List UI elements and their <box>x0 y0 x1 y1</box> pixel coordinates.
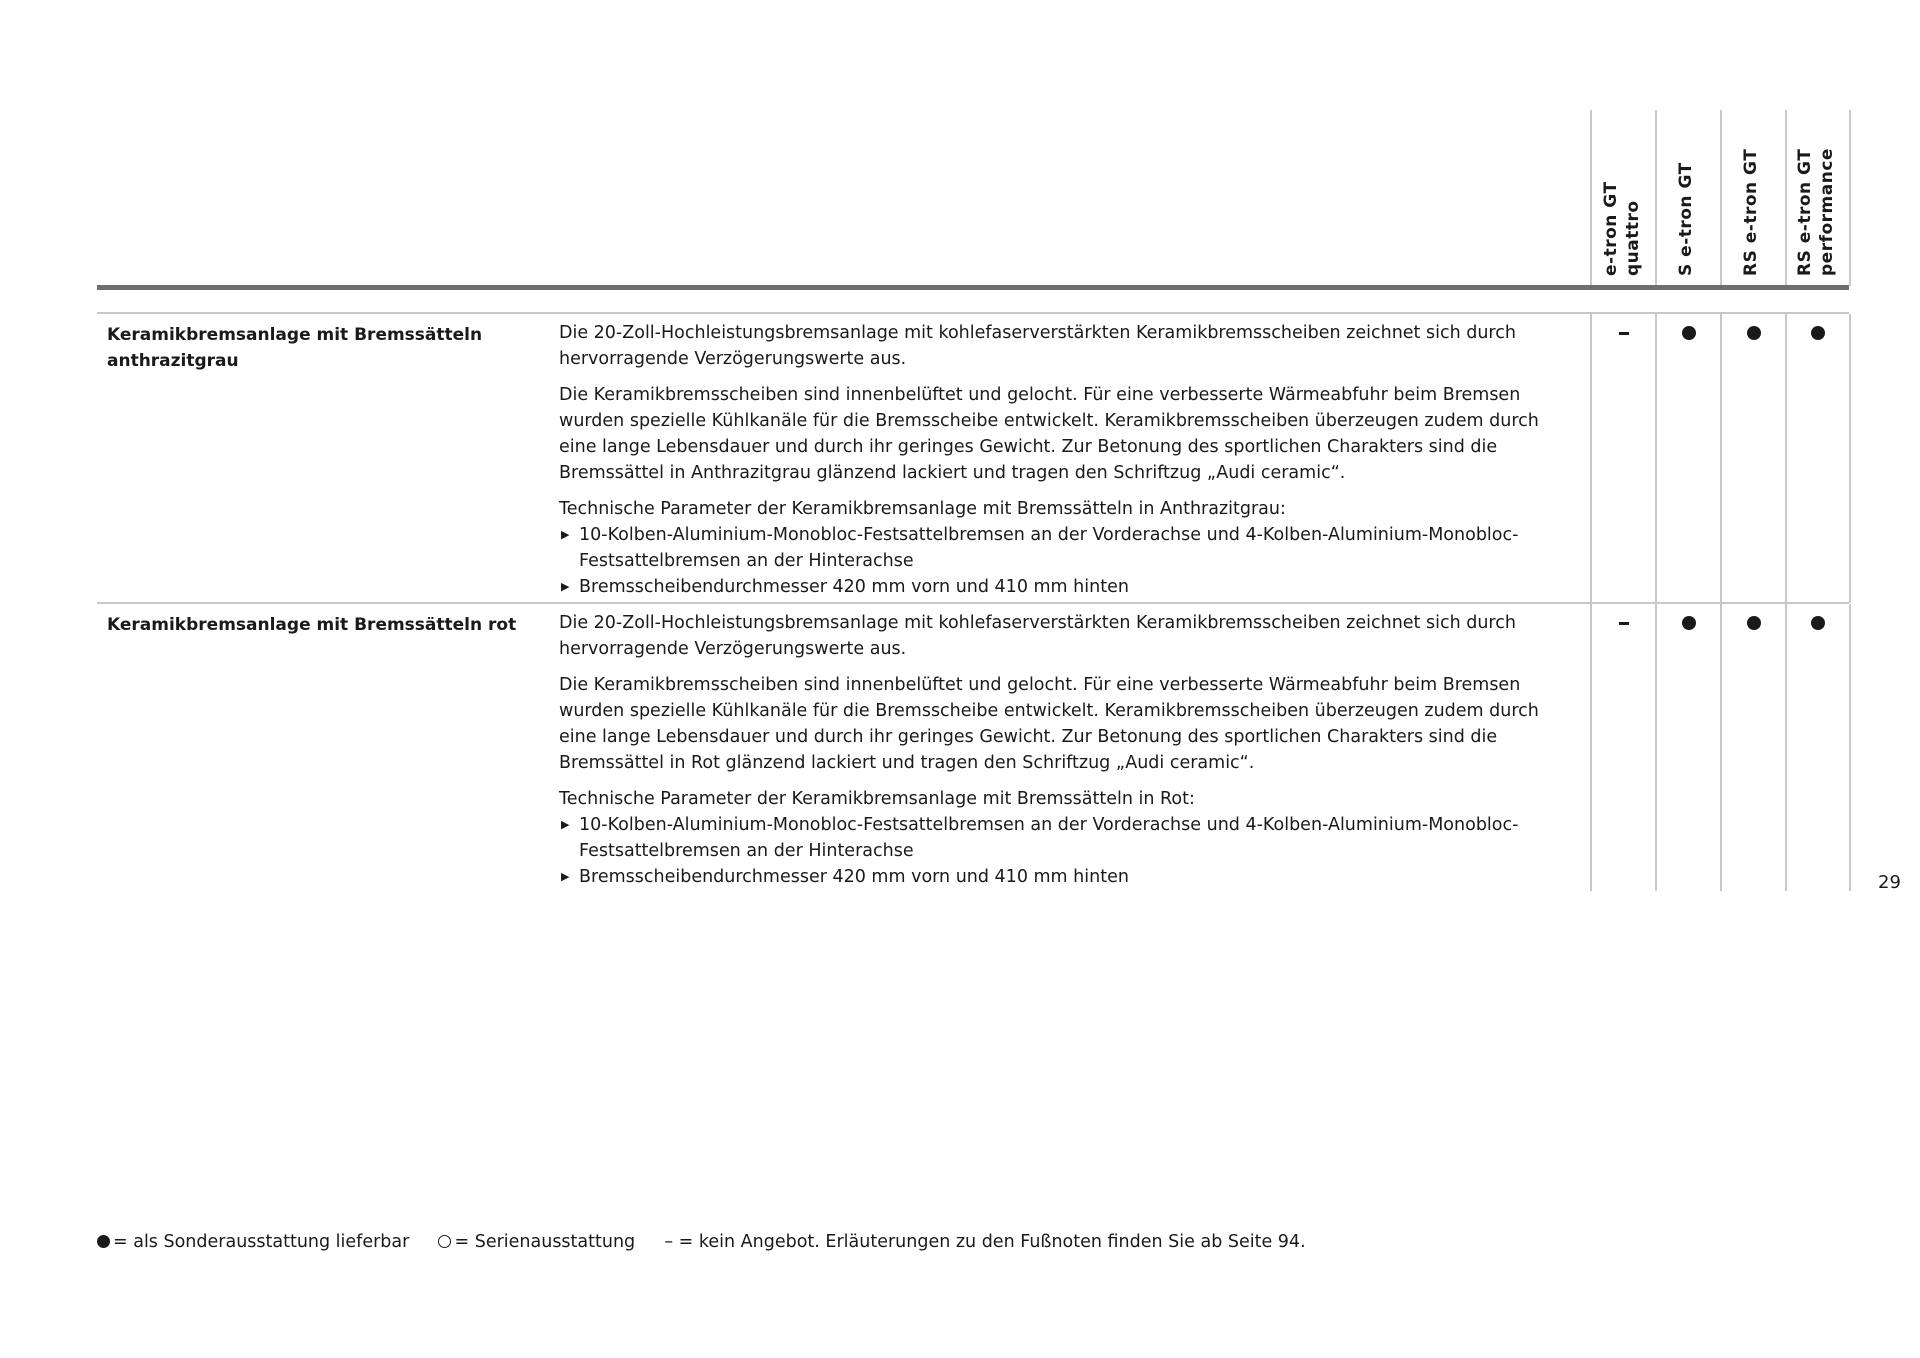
not-available-icon: – <box>664 1232 674 1252</box>
spec-item: ▶ 10-Kolben-Aluminium-Monobloc-Festsattelbremsen an der Vorderachse und 4-Kolben-Aluminium-Monobloc-Festsattelbremsen an der Hinterachse <box>559 522 1579 574</box>
description-paragraph: Die 20-Zoll-Hochleistungsbremsanlage mit kohlefaserverstärkten Keramikbremsscheiben zeichnet sich durch hervorragende Verzögerungswerte aus. <box>559 613 1516 659</box>
availability-cell <box>1720 604 1785 891</box>
optional-equipment-icon <box>1682 326 1696 340</box>
row-description <box>559 320 1579 600</box>
not-available-icon <box>1619 622 1629 625</box>
description-paragraph: Technische Parameter der Keramikbremsanlage mit Bremssätteln in Rot: <box>559 789 1195 809</box>
description-paragraph: Die 20-Zoll-Hochleistungsbremsanlage mit kohlefaserverstärkten Keramikbremsscheiben zeichnet sich durch hervorragende Verzögerungswerte aus. <box>559 323 1516 369</box>
column-header-rs-etron-gt-performance <box>1785 110 1851 286</box>
not-available-icon <box>1619 332 1629 335</box>
spec-item: ▶ Bremsscheibendurchmesser 420 mm vorn und 410 mm hinten <box>559 864 1579 890</box>
availability-cell <box>1590 314 1655 603</box>
availability-cell <box>1720 314 1785 603</box>
row-title: Keramikbremsanlage mit Bremssätteln rot <box>107 615 517 635</box>
column-header-rs-etron-gt <box>1720 110 1785 286</box>
availability-cell <box>1655 314 1720 603</box>
spec-list <box>559 522 1579 600</box>
bullet-arrow-icon: ▶ <box>561 580 570 593</box>
legend-footer <box>97 1230 1306 1254</box>
description-paragraph: Die Keramikbremsscheiben sind innenbelüftet und gelocht. Für eine verbesserte Wärmeabfuhr beim Bremsen wurden spezielle Kühlkanäle für die Bremsscheibe entwickelt. Keramikbremsscheiben überzeugen zudem durch eine lange Lebensdauer und durch ihr geringes Gewicht. Zur Betonung des sportlichen Charakters sind die Bremssättel in Anthrazitgrau glänzend lackiert und tragen den Schriftzug „Audi ceramic“. <box>559 385 1539 483</box>
availability-cell <box>1590 604 1655 891</box>
standard-equipment-icon <box>438 1235 451 1248</box>
header-divider <box>97 285 1849 290</box>
column-header-label: RS e-tron GT performance <box>1795 148 1837 276</box>
row-description <box>559 610 1579 890</box>
column-header-label: RS e-tron GT <box>1740 148 1761 276</box>
page-number: 29 <box>1878 872 1901 893</box>
spec-item: ▶ 10-Kolben-Aluminium-Monobloc-Festsattelbremsen an der Vorderachse und 4-Kolben-Aluminium-Monobloc-Festsattelbremsen an der Hinterachse <box>559 812 1579 864</box>
table-row <box>97 602 1849 891</box>
column-header-label: e-tron GT quattro <box>1600 181 1643 276</box>
availability-cell <box>1655 604 1720 891</box>
description-paragraph: Technische Parameter der Keramikbremsanlage mit Bremssätteln in Anthrazitgrau: <box>559 499 1286 519</box>
availability-cell <box>1785 314 1851 603</box>
optional-equipment-icon <box>1682 616 1696 630</box>
optional-equipment-icon <box>1747 326 1761 340</box>
column-header-etron-gt-quattro <box>1590 110 1655 286</box>
bullet-arrow-icon: ▶ <box>561 870 570 883</box>
availability-cell <box>1785 604 1851 891</box>
column-header-label: S e-tron GT <box>1675 162 1696 276</box>
legend-standard: = Serienausstattung <box>454 1232 636 1252</box>
bullet-arrow-icon: ▶ <box>561 528 570 541</box>
legend-optional: = als Sonderausstattung lieferbar <box>113 1232 410 1252</box>
bullet-arrow-icon: ▶ <box>561 818 570 831</box>
optional-equipment-icon <box>97 1235 110 1248</box>
optional-equipment-icon <box>1747 616 1761 630</box>
optional-equipment-icon <box>1811 616 1825 630</box>
column-header-s-etron-gt <box>1655 110 1720 286</box>
row-title: Keramikbremsanlage mit Bremssätteln anthrazitgrau <box>107 325 483 371</box>
spec-list <box>559 812 1579 890</box>
spec-item: ▶ Bremsscheibendurchmesser 420 mm vorn und 410 mm hinten <box>559 574 1579 600</box>
legend-none: = kein Angebot. Erläuterungen zu den Fußnoten finden Sie ab Seite 94. <box>678 1232 1306 1252</box>
optional-equipment-icon <box>1811 326 1825 340</box>
description-paragraph: Die Keramikbremsscheiben sind innenbelüftet und gelocht. Für eine verbesserte Wärmeabfuhr beim Bremsen wurden spezielle Kühlkanäle für die Bremsscheibe entwickelt. Keramikbremsscheiben überzeugen zudem durch eine lange Lebensdauer und durch ihr geringes Gewicht. Zur Betonung des sportlichen Charakters sind die Bremssättel in Rot glänzend lackiert und tragen den Schriftzug „Audi ceramic“. <box>559 675 1539 773</box>
table-row <box>97 312 1849 603</box>
